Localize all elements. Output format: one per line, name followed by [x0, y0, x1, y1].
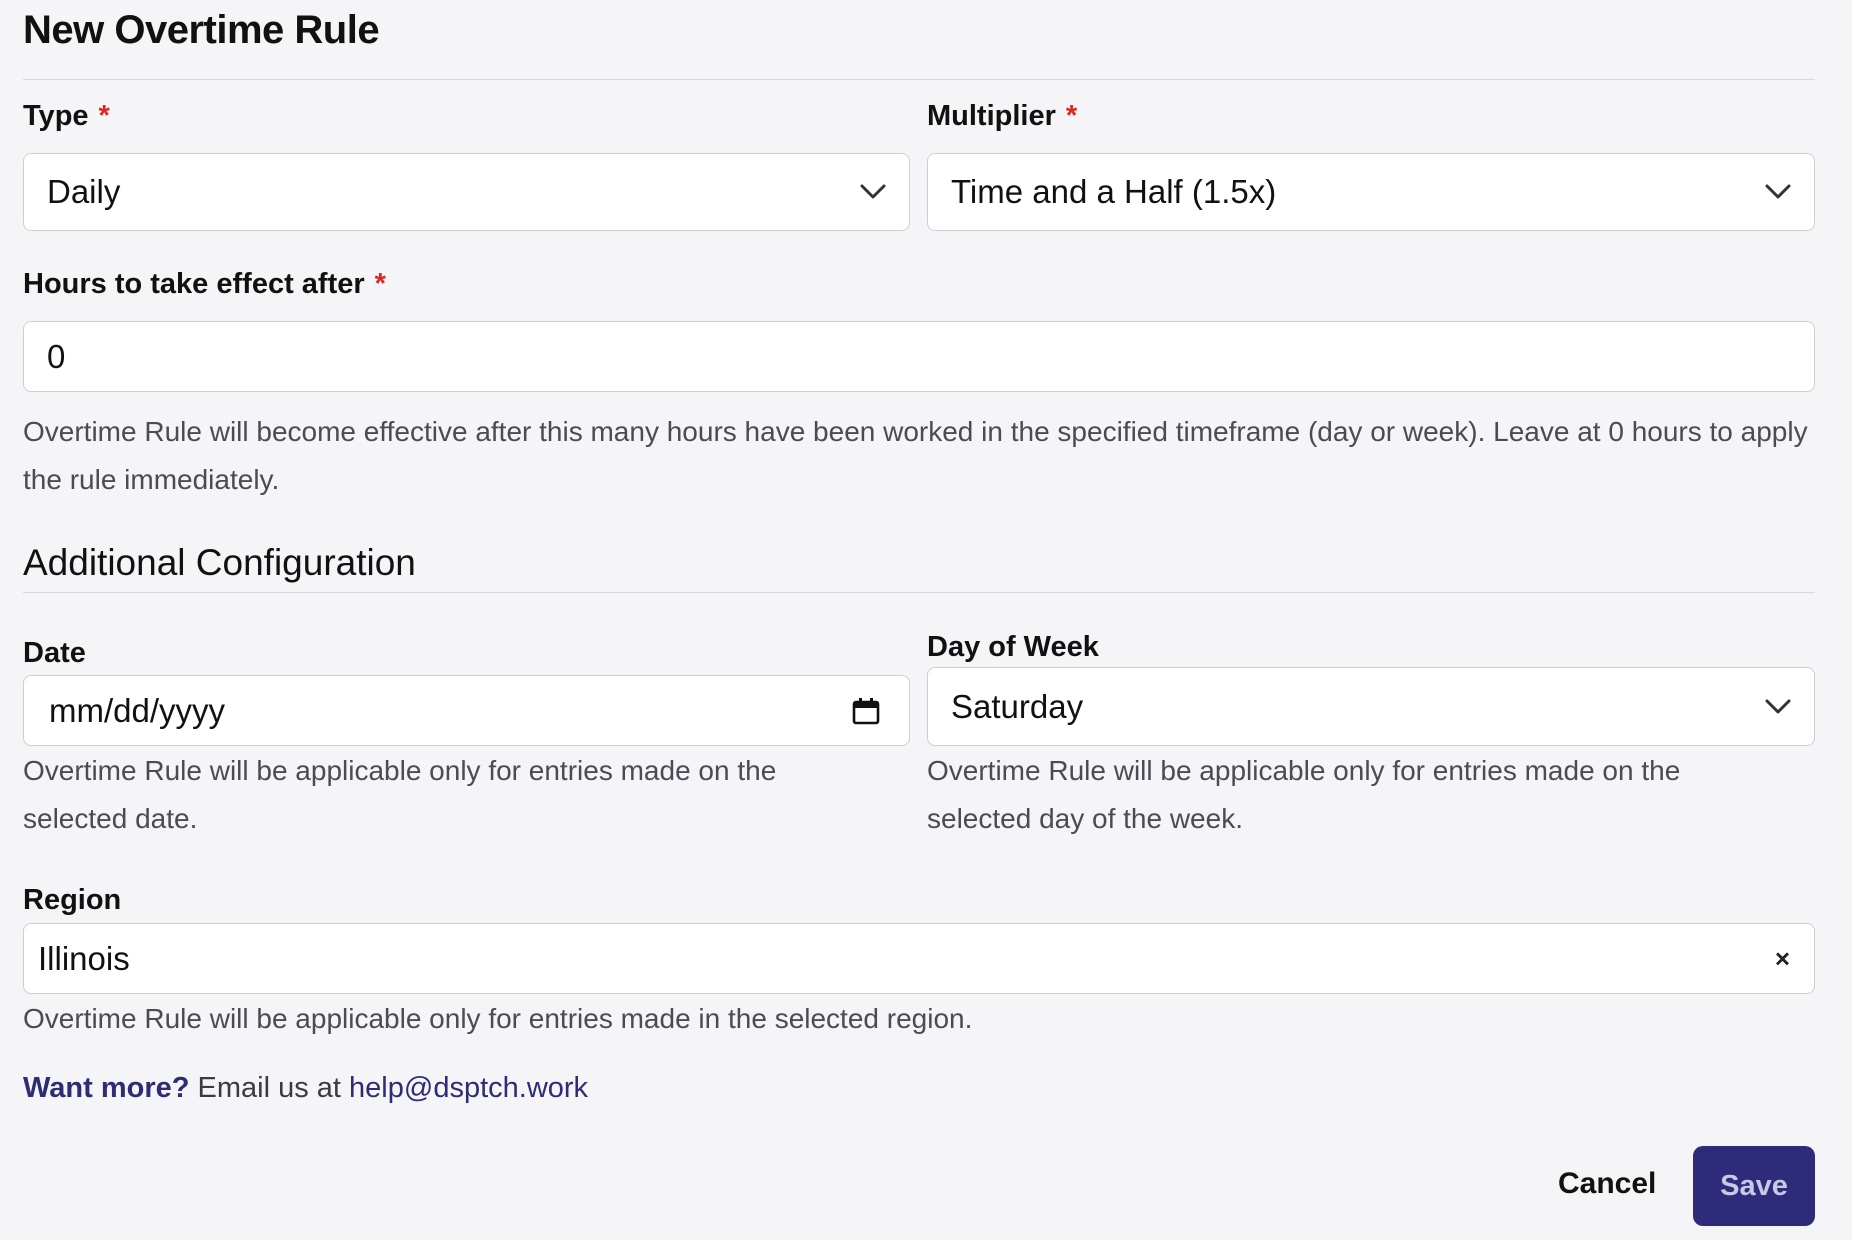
- date-input[interactable]: [23, 675, 910, 746]
- day-of-week-value: Saturday: [951, 687, 1084, 725]
- hours-label: [23, 268, 386, 301]
- required-marker: *: [374, 268, 386, 300]
- type-select[interactable]: [23, 153, 910, 231]
- required-marker: *: [98, 100, 110, 132]
- date-help-text: Overtime Rule will be applicable only for entries made on the selected date.: [23, 755, 777, 834]
- hours-label-text: Hours to take effect after: [23, 268, 365, 300]
- multiplier-label-text: Multiplier: [927, 100, 1056, 132]
- region-label: Region: [23, 884, 122, 916]
- date-input-placeholder: mm/dd/yyyy: [49, 691, 226, 729]
- region-value: Illinois: [38, 939, 130, 977]
- type-label: [23, 100, 110, 133]
- multiplier-label: [927, 100, 1077, 133]
- type-label-text: Type: [23, 100, 89, 132]
- chevron-down-icon: [1764, 698, 1792, 716]
- hours-input[interactable]: [23, 321, 1815, 392]
- title-divider: [23, 79, 1815, 80]
- day-of-week-select[interactable]: [927, 667, 1815, 746]
- multiplier-select-value: Time and a Half (1.5x): [951, 173, 1277, 210]
- cancel-button[interactable]: Cancel: [1558, 1167, 1657, 1200]
- section-heading: Additional Configuration: [23, 542, 416, 583]
- hours-input-value: 0: [47, 337, 66, 375]
- section-divider: [23, 592, 1815, 593]
- type-select-value: Daily: [47, 173, 121, 210]
- region-select[interactable]: [23, 923, 1815, 994]
- clear-icon[interactable]: ×: [1774, 943, 1790, 973]
- multiplier-select[interactable]: [927, 153, 1815, 231]
- email-link[interactable]: help@dsptch.work: [349, 1072, 589, 1104]
- calendar-icon[interactable]: [851, 696, 881, 726]
- chevron-down-icon: [1764, 183, 1792, 201]
- hours-help-text: Overtime Rule will become effective after this many hours have been worked in the specified timeframe (day or week). Leave at 0 hours to apply the rule immediately.: [23, 416, 1808, 495]
- save-button[interactable]: Save: [1693, 1146, 1815, 1226]
- day-of-week-label: Day of Week: [927, 631, 1099, 663]
- chevron-down-icon: [859, 183, 887, 201]
- page-title: New Overtime Rule: [23, 8, 380, 52]
- email-prefix: Email us at: [189, 1072, 350, 1104]
- date-label: Date: [23, 637, 86, 669]
- want-more-text: Want more?: [23, 1072, 190, 1104]
- day-of-week-help-text: Overtime Rule will be applicable only for entries made on the selected day of the week.: [927, 755, 1681, 834]
- contact-note: [23, 1072, 588, 1105]
- region-help-text: Overtime Rule will be applicable only for entries made in the selected region.: [23, 1003, 973, 1034]
- required-marker: *: [1065, 100, 1078, 132]
